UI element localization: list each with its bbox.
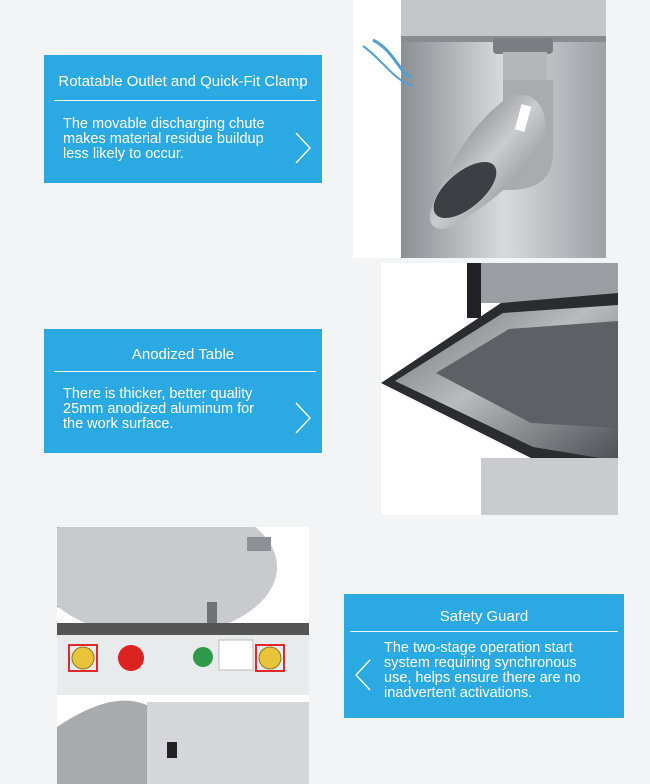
description-line: system requiring synchronous — [384, 655, 577, 671]
feature-card-table — [44, 329, 322, 453]
feature-card-outlet — [44, 55, 322, 183]
description-line: The two-stage operation start — [384, 640, 573, 656]
chevron-left-icon — [352, 658, 374, 692]
feature-title: Anodized Table — [131, 346, 235, 363]
divider — [54, 100, 316, 101]
divider — [54, 371, 316, 372]
outlet-chute-photo — [353, 0, 606, 258]
chevron-right-icon — [292, 131, 314, 165]
description-line: The movable discharging chute — [63, 116, 265, 132]
safety-guard-photo — [57, 527, 309, 784]
description-line: makes material residue buildup — [63, 131, 264, 147]
chevron-right-icon — [292, 401, 314, 435]
description-line: 25mm anodized aluminum for — [63, 401, 255, 417]
feature-description — [63, 387, 293, 432]
description-line: the work surface. — [63, 416, 174, 432]
feature-title: Safety Guard — [439, 608, 529, 625]
feature-description — [384, 641, 620, 701]
start-button-right-highlight — [255, 644, 285, 672]
anodized-table-photo — [381, 263, 618, 515]
feature-card-safety — [344, 594, 624, 718]
feature-description — [63, 117, 293, 162]
divider — [350, 631, 618, 632]
description-line: use, helps ensure there are no — [384, 670, 581, 686]
description-line: inadvertent activations. — [384, 685, 533, 701]
description-line: There is thicker, better quality — [63, 386, 253, 402]
feature-title: Rotatable Outlet and Quick-Fit Clamp — [58, 73, 308, 90]
start-button-left-highlight — [68, 644, 98, 672]
description-line: less likely to occur. — [63, 146, 184, 162]
